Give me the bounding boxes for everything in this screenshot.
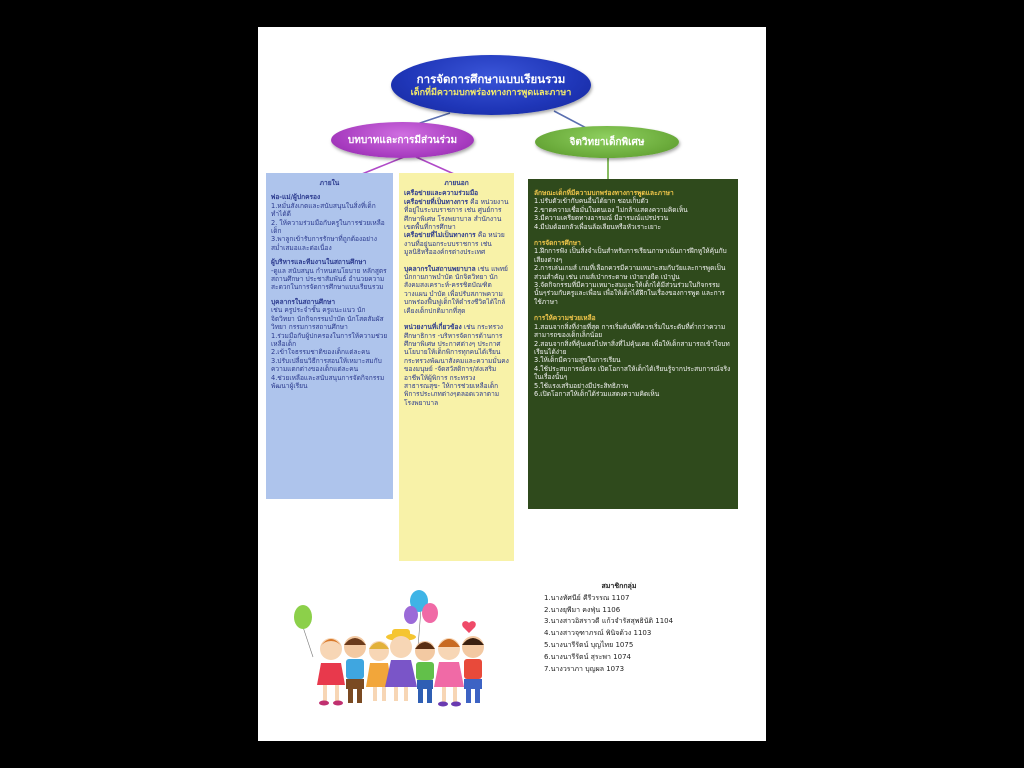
- internal-line: 2.เข้าใจธรรมชาติของเด็กแต่ละคน: [271, 348, 370, 357]
- psych-line: 4.ใช้ประสบการณ์ตรง เปิดโอกาสให้เด็กได้เรียนรู้จากประสบการณ์จริงในเรื่องนั้นๆ: [534, 364, 731, 382]
- title-sub: เด็กที่มีความบกพร่องทางการพูดและภาษา: [410, 87, 572, 98]
- branch-psych-oval: [535, 126, 679, 158]
- psych-section-title: การให้ความช่วยเหลือ: [534, 314, 596, 323]
- external-item: [404, 265, 509, 315]
- internal-line: 3.พาลูกเข้ารับการรักษาที่ถูกต้องอย่างสม่ำเสมอและต่อเนื่อง: [271, 235, 377, 252]
- external-section-title: บุคลากรในสถานพยาบาล: [404, 264, 476, 273]
- external-item: [404, 231, 509, 256]
- member-list: [544, 581, 754, 675]
- internal-heading: ภายใน: [319, 179, 340, 187]
- psych-line: 3.มีความเครียดทางอารมณ์ มีอารมณ์แปรปรวน: [534, 214, 669, 223]
- psych-box: [528, 179, 738, 509]
- external-section-title: เครือข่ายและความร่วมมือ: [404, 189, 479, 198]
- title-oval: [391, 55, 591, 115]
- psych-line: 1.สอนจากสิ่งที่ง่ายที่สุด การเริ่มต้นที่ดีควรเริ่มในระดับที่ต่ำกว่าความสามารถของเด็กเล็กน้อย: [534, 322, 726, 340]
- psych-line: 3.ให้เด็กมีความสุขในการเรียน: [534, 356, 621, 365]
- internal-line: เช่น ครูประจำชั้น ครูแนะแนว นักจิตวิทยา นักกิจกรรมบำบัด นักโสตสัมผัสวิทยา กรรมการสถานศึกษา: [271, 306, 384, 332]
- internal-line: -ดูแล สนับสนุน กำหนดนโยบาย หลักสูตรสถานศึกษา ประชาสัมพันธ์ อำนวยความสะดวกในการจัดการศึกษาแบบเรียนรวม: [271, 266, 387, 292]
- external-line: เช่น กระทรวงศึกษาธิการ -บริหารจัดการด้านการศึกษาพิเศษ ประกาศต่างๆ ประกาศนโยบายให้เด็กพิการทุกคนได้เรียน กระทรวงพัฒนาสังคมและความมั่นคงของมนุษย์ -จัดสวัสดิการ/ส่งเสริมอาชีพให้ผู้พิการ กระทรวงสาธารณสุข- ให้การช่วยเหลือเด็กพิการประเภทต่างๆตลอดเวลาตามโรงพยาบาล: [404, 323, 509, 407]
- internal-section-title: บุคลากรในสถานศึกษา: [271, 297, 336, 306]
- internal-line: 1.หมั่นสังเกตและสนับสนุนในสิ่งที่เด็กทำได้ดี: [271, 201, 376, 219]
- psych-line: 1.ฝึกการฟัง เป็นสิ่งจำเป็นสำหรับการเรียนภาษาเน้นการฝึกหูให้คุ้นกับเสียงต่างๆ: [534, 247, 727, 264]
- member-item: 1.นางทัศนีย์ คีรีวรรณ 1107: [544, 593, 630, 602]
- psych-line: 2.การเล่นเกมส์ เกมที่เลือกควรมีความเหมาะสมกับวัยและการพูดเป็นส่วนสำคัญ เช่น เกมส์เป่ากระดาษ เป่ายางยืด เป่าปูน: [534, 264, 726, 281]
- internal-line: 3.ปรับเปลี่ยนวิธีการสอนให้เหมาะสมกับความแตกต่างของเด็กแต่ละคน: [271, 356, 382, 374]
- psych-section-title: การจัดการศึกษา: [534, 239, 581, 248]
- member-item: 7.นางวราภา บุญผล 1073: [544, 664, 625, 673]
- psych-line: 6.เปิดโอกาสให้เด็กได้ร่วมแสดงความคิดเห็น: [534, 389, 660, 398]
- poster: [258, 27, 766, 741]
- internal-box: [266, 173, 393, 499]
- external-item: [404, 323, 509, 407]
- internal-line: 2. ให้ความร่วมมือกับครูในการช่วยเหลือเด็ก: [271, 218, 385, 236]
- external-section-title: เครือข่ายที่ไม่เป็นทางการ: [404, 231, 476, 240]
- branch-psych-label: จิตวิทยาเด็กพิเศษ: [569, 136, 645, 148]
- member-item: 4.นางสาวจุฑาภรณ์ พินิจด้วง 1103: [544, 629, 652, 638]
- title-main: การจัดการศึกษาแบบเรียนรวม: [416, 71, 566, 86]
- member-item: 3.นางสาวอิสราวดี แก้วจำรัสสุพธินัติ 1104: [544, 617, 674, 626]
- member-item: 2.นางยุพีมา คงฟุ่น 1106: [544, 605, 621, 614]
- psych-line: 4.มีปมด้อยกลัวเพื่อนล้อเลียนหรือหัวเราะเยาะ: [534, 222, 662, 231]
- psych-line: 1.ปรับตัวเข้ากับคนอื่นได้ยาก ชอบเก็บตัว: [534, 197, 649, 206]
- external-line: คือ หน่วยงานที่อยู่นอกระบบราชการ เช่น มูลนิธิหรือองค์กรต่างประเทศ: [404, 231, 505, 257]
- psych-line: 3.จัดกิจกรรมที่มีความเหมาะสมและให้เด็กได้มีส่วนร่วมในกิจกรรมนั้นๆร่วมกับครูและเพื่อน เพื่อให้เด็กได้ฝึกในเรื่องของการพูด และการใช้ภาษา: [534, 281, 725, 306]
- psych-line: 2.ขาดความเชื่อมั่นในตนเอง ไม่กล้าแสดงความคิดเห็น: [534, 205, 688, 214]
- external-box: [399, 173, 514, 561]
- member-item: 6.นางนารีรัตน์ สุระพา 1074: [544, 652, 631, 661]
- children-balloons-illustration: [293, 567, 513, 717]
- branch-roles-oval: [331, 122, 474, 158]
- psych-line: 5.ใช้แรงเสริมอย่างมีประสิทธิภาพ: [534, 381, 629, 390]
- member-list-heading: สมาชิกกลุ่ม: [601, 582, 637, 590]
- external-section-title: เครือข่ายที่เป็นทางการ: [404, 197, 469, 206]
- external-item: [404, 198, 509, 232]
- external-heading: ภายนอก: [444, 179, 469, 187]
- branch-roles-label: บทบาทและการมีส่วนร่วม: [347, 134, 458, 146]
- internal-line: 4.ช่วยเหลือและสนับสนุนการจัดกิจกรรมพัฒนาผู้เรียน: [271, 373, 385, 390]
- internal-line: 1.ร่วมมือกับผู้ปกครองในการให้ความช่วยเหลือเด็ก: [271, 331, 388, 348]
- internal-section-title: ผู้บริหารและทีมงานในสถานศึกษา: [271, 258, 367, 267]
- internal-section-title: พ่อ-แม่/ผู้ปกครอง: [271, 193, 321, 202]
- external-line: เช่น แพทย์ นักกายภาพบำบัด นักจิตวิทยา นักสังคมสงเคราะห์-ครรชิตบัณฑิต วางแผน บำบัด เพื่อปรับสภาพความบกพร่องฟื้นฟูเด็กให้ดำรงชีวิตได้ใกล้เคียงเด็กปกติมากที่สุด: [404, 264, 508, 315]
- external-section-title: หน่วยงานที่เกี่ยวข้อง: [404, 323, 462, 332]
- member-item: 5.นางนารีรัตน์ บุญไทย 1075: [544, 640, 634, 649]
- psych-line: 2.สอนจากสิ่งที่คุ้นเคยไปหาสิ่งที่ไม่คุ้นเคย เพื่อให้เด็กสามารถเข้าใจบทเรียนได้ง่าย: [534, 339, 730, 356]
- psych-section-title: ลักษณะเด็กที่มีความบกพร่องทางการพูดและภาษา: [534, 189, 674, 197]
- external-line: คือ หน่วยงานที่อยู่ในระบบราชการ เช่น ศูนย์การศึกษาพิเศษ โรงพยาบาล สำนักงานเขตพื้นที่การศึกษา: [404, 197, 509, 232]
